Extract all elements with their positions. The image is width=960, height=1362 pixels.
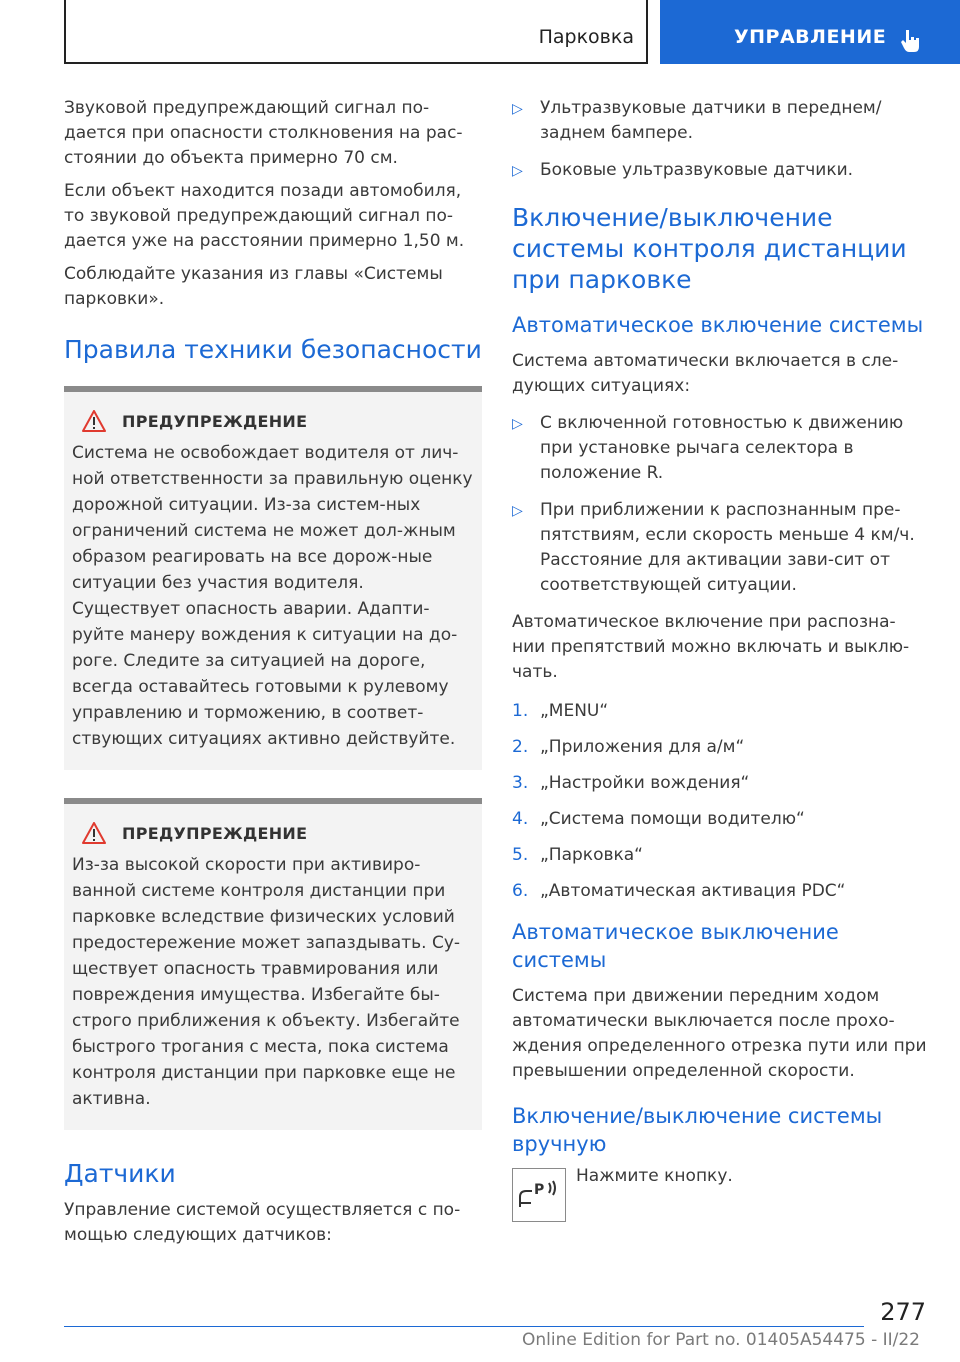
warning-triangle-icon bbox=[82, 822, 106, 844]
header-section-box bbox=[64, 0, 648, 64]
right-column bbox=[512, 96, 928, 1222]
header-chapter-box bbox=[660, 0, 960, 64]
warning-triangle-icon bbox=[82, 410, 106, 432]
paragraph: Управление системой осуществляется с по-мощью следующих датчиков: bbox=[64, 1200, 461, 1245]
step-number: 3. bbox=[512, 773, 529, 793]
warning-header bbox=[72, 410, 474, 432]
list-item bbox=[512, 411, 928, 486]
hand-pointer-icon bbox=[898, 28, 924, 54]
warning-box bbox=[64, 386, 482, 770]
auto-on-heading: Автоматическое включение системы bbox=[512, 313, 924, 337]
park-distance-control-button-icon bbox=[512, 1168, 566, 1222]
step-item bbox=[512, 771, 928, 796]
warning-text: Из-за высокой скорости при активиро-ванной системе контроля дистанции при парковке вследствие физических условий предостережение может запаздывать. Су-ществует опасность травмирования или повреждения имущества. Избегайте бы-строго приближения к объекту. Избегайте быстрого трогания с места, пока система контроля дистанции при парковке еще не активна. bbox=[72, 855, 461, 1109]
warning-header bbox=[72, 822, 474, 844]
step-text: „Настройки вождения“ bbox=[540, 773, 750, 793]
list-item-text: С включенной готовностью к движению при установке рычага селектора в положение R. bbox=[540, 413, 904, 483]
paragraph: Нажмите кнопку. bbox=[576, 1166, 733, 1186]
step-item bbox=[512, 807, 928, 832]
warning-box bbox=[64, 798, 482, 1130]
bullet-triangle-icon: ▷ bbox=[512, 503, 523, 519]
bullet-triangle-icon: ▷ bbox=[512, 163, 523, 179]
button-instruction-row bbox=[512, 1168, 928, 1222]
auto-off-heading: Автоматическое выключение системы bbox=[512, 920, 839, 972]
bullet-triangle-icon: ▷ bbox=[512, 101, 523, 117]
footer-divider bbox=[64, 1326, 864, 1327]
step-text: „Парковка“ bbox=[540, 845, 643, 865]
list-item bbox=[512, 158, 928, 184]
manual-heading: Включение/выключение системы вручную bbox=[512, 1104, 883, 1156]
warning-text: Система не освобождает водителя от лич-ной ответственности за правильную оценку дорожной ситуации. Из-за систем-ных ограничений система не может дол-жным образом реагировать на все дорож-ные ситуации без участия водителя. Существует опасность аварии. Адапти-руйте манеру вождения к ситуации на до-роге. Следите за ситуацией на дороге, всегда оставайтесь готовыми к рулевому управлению и торможению, в соответ-ствующих ситуациях активно действуйте. bbox=[72, 443, 473, 749]
warning-title: ПРЕДУПРЕЖДЕНИЕ bbox=[122, 823, 308, 843]
bullet-triangle-icon: ▷ bbox=[512, 416, 523, 432]
list-item bbox=[512, 498, 928, 598]
paragraph: Звуковой предупреждающий сигнал по-дается при опасности столкновения на рас-стоянии до объекта примерно 70 см. bbox=[64, 98, 463, 168]
sensors-heading: Датчики bbox=[64, 1159, 176, 1188]
step-text: „MENU“ bbox=[540, 701, 609, 721]
paragraph: Автоматическое включение при распозна-нии препятствий можно включать и выклю-чать. bbox=[512, 612, 910, 682]
list-item-text: Ультразвуковые датчики в переднем/заднем бампере. bbox=[540, 98, 882, 143]
list-item-text: При приближении к распознанным пре-пятствиям, если скорость меньше 4 км/ч. Расстояние для активации зави-сит от соответствующей ситуации. bbox=[540, 500, 915, 595]
header-section-title: Парковка bbox=[538, 26, 634, 48]
warning-title: ПРЕДУПРЕЖДЕНИЕ bbox=[122, 411, 308, 431]
safety-heading: Правила техники безопасности bbox=[64, 335, 482, 364]
step-text: „Приложения для а/м“ bbox=[540, 737, 745, 757]
step-item bbox=[512, 735, 928, 760]
onoff-heading: Включение/выключение системы контроля дистанции при парковке bbox=[512, 203, 907, 294]
header-chapter-title: УПРАВЛЕНИЕ bbox=[734, 26, 887, 48]
step-number: 4. bbox=[512, 809, 529, 829]
step-number: 6. bbox=[512, 881, 529, 901]
step-item bbox=[512, 699, 928, 724]
footer-edition: Online Edition for Part no. 01405A54475 - II/22 bbox=[521, 1330, 920, 1350]
list-item bbox=[512, 96, 928, 146]
step-text: „Автоматическая активация PDC“ bbox=[540, 881, 846, 901]
step-number: 5. bbox=[512, 845, 529, 865]
step-item bbox=[512, 879, 928, 904]
paragraph: Система при движении передним ходом автоматически выключается после прохо-ждения определенного отрезка пути или при превышении определенной скорости. bbox=[512, 986, 927, 1081]
step-number: 1. bbox=[512, 701, 529, 721]
svg-text:P: P bbox=[534, 1182, 545, 1198]
left-column bbox=[64, 96, 482, 1256]
paragraph: Система автоматически включается в сле-дующих ситуациях: bbox=[512, 351, 899, 396]
step-item bbox=[512, 843, 928, 868]
paragraph: Соблюдайте указания из главы «Системы парковки». bbox=[64, 264, 443, 309]
step-text: „Система помощи водителю“ bbox=[540, 809, 805, 829]
page-number: 277 bbox=[880, 1298, 926, 1326]
list-item-text: Боковые ультразвуковые датчики. bbox=[540, 160, 854, 180]
step-number: 2. bbox=[512, 737, 529, 757]
paragraph: Если объект находится позади автомобиля, то звуковой предупреждающий сигнал по-дается уже на расстоянии примерно 1,50 м. bbox=[64, 181, 465, 251]
